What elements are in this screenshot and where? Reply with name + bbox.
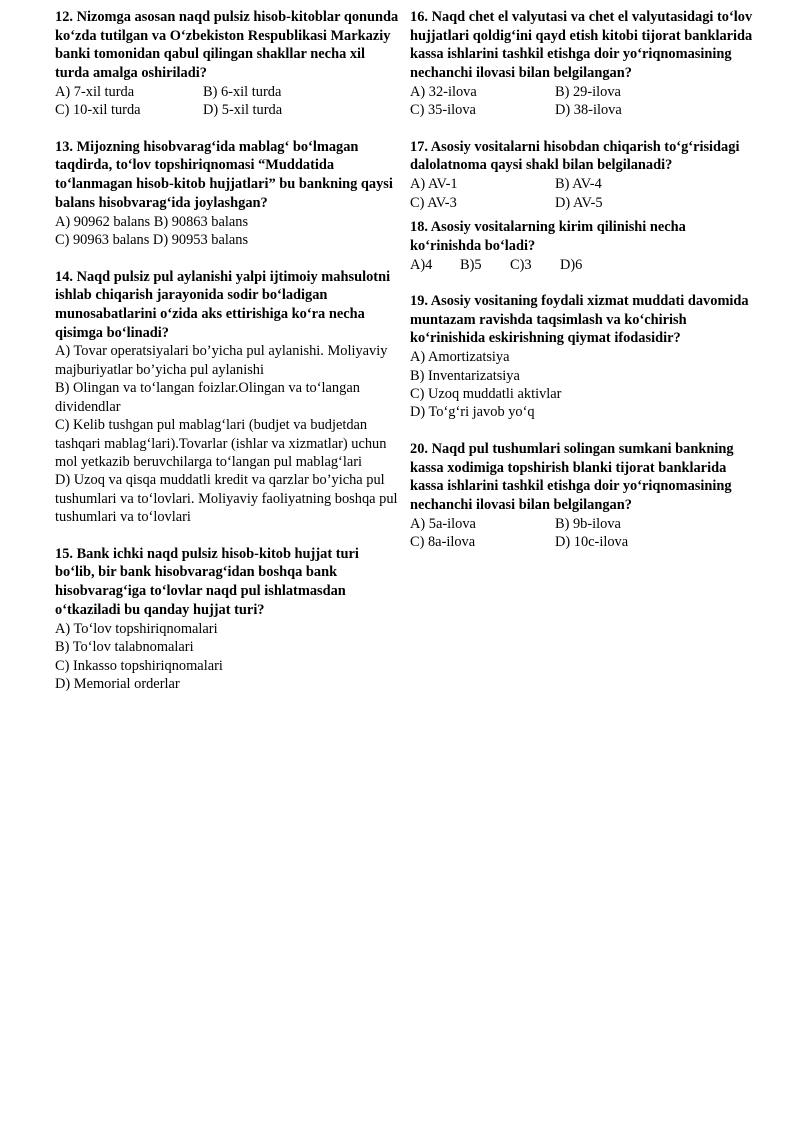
question-block-15	[55, 545, 400, 694]
option-row	[410, 83, 760, 101]
option-row	[410, 194, 760, 212]
question-block-19	[410, 292, 760, 422]
question-block-17	[410, 138, 760, 212]
option-b[interactable]: B) Olingan va to‘langan foizlar.Olingan va to‘langan dividendlar	[55, 380, 364, 415]
question-options-15	[55, 620, 400, 694]
option-line[interactable]: A) 90962 balans B) 90863 balans	[55, 213, 249, 230]
question-options-19	[410, 348, 760, 422]
option-c[interactable]: C) AV-3	[410, 194, 457, 211]
option-a[interactable]: A) AV-1	[410, 176, 458, 193]
question-block-20	[410, 440, 760, 552]
question-block-12	[55, 8, 400, 120]
right-column	[410, 0, 800, 570]
question-options-16	[410, 83, 760, 120]
option-b[interactable]: B) AV-4	[555, 176, 602, 193]
option-a[interactable]: A) Amortizatsiya	[410, 349, 510, 366]
option-c[interactable]: C) Kelib tushgan pul mablag‘lari (budjet va budjetdan tashqari mablag‘lari).Tovarlar (ishlar va xizmatlar) uchun mol yetkazib beruvchilarga to‘langan pul mablag‘lari	[55, 417, 391, 470]
option-b[interactable]: B)5	[460, 256, 482, 273]
question-stem-20: 20. Naqd pul tushumlari solingan sumkani bankning kassa xodimiga topshirish blanki tijorat banklarida kassa ishlarini tashkil etishga doir yo‘riqnomasining nechanchi ilovasi bilan belgilangan?	[410, 440, 734, 513]
option-d[interactable]: D) 10c-ilova	[555, 534, 629, 551]
option-row	[410, 533, 760, 551]
left-column	[0, 0, 410, 711]
option-c[interactable]: C) 10-xil turda	[55, 102, 141, 119]
option-d[interactable]: D)6	[560, 256, 583, 273]
question-block-14	[55, 268, 400, 527]
question-block-18	[410, 218, 760, 274]
option-row	[55, 83, 400, 101]
option-a[interactable]: A) 32-ilova	[410, 83, 477, 100]
option-c[interactable]: C) 35-ilova	[410, 102, 476, 119]
question-stem-15: 15. Bank ichki naqd pulsiz hisob-kitob hujjat turi bo‘lib, bir bank hisobvarag‘idan boshqa bank hisobvarag‘iga to‘lovlar naqd pul ishlatmasdan o‘tkaziladi bu qanday hujjat turi?	[55, 545, 359, 618]
option-d[interactable]: D) AV-5	[555, 194, 603, 211]
question-stem-17: 17. Asosiy vositalarni hisobdan chiqarish to‘g‘risidagi dalolatnoma qaysi shakl bilan belgilanadi?	[410, 138, 740, 174]
option-a[interactable]: A) To‘lov topshiriqnomalari	[55, 620, 218, 637]
option-d[interactable]: D) 5-xil turda	[203, 102, 283, 119]
option-a[interactable]: A) Tovar operatsiyalari bo’yicha pul aylanishi. Moliyaviy majburiyatlar bo’yicha pul aylanishi	[55, 343, 392, 378]
question-stem-18: 18. Asosiy vositalarning kirim qilinishi necha ko‘rinishda bo‘ladi?	[410, 219, 686, 254]
option-c[interactable]: C)3	[510, 256, 532, 273]
option-c[interactable]: C) 8a-ilova	[410, 534, 476, 551]
question-stem-19: 19. Asosiy vositaning foydali xizmat muddati davomida muntazam ravishda taqsimlash va ko‘chirish ko‘rinishida eskirishning qiymat ifodasidir?	[410, 292, 749, 347]
question-options-14	[55, 342, 400, 526]
option-line[interactable]: C) 90963 balans D) 90953 balans	[55, 232, 249, 249]
option-a[interactable]: A)4	[410, 256, 433, 273]
question-options-13	[55, 213, 400, 250]
option-b[interactable]: B) 29-ilova	[555, 83, 621, 100]
question-block-13	[55, 138, 400, 250]
question-options-17	[410, 175, 760, 212]
question-stem-13: 13. Mijozning hisobvarag‘ida mablag‘ bo‘lmagan taqdirda, to‘lov topshiriqnomasi “Muddatida to‘lanmagan hisob-kitob hujjatlari” bu bankning qaysi balans hisobvarag‘ida joylashgan?	[55, 138, 393, 211]
option-row	[410, 515, 760, 533]
option-d[interactable]: D) Uzoq va qisqa muddatli kredit va qarzlar bo’yicha pul tushumlari va to‘lovlari. Moliyaviy faoliyatning boshqa pul tushumlari va to‘lovlari	[55, 472, 402, 526]
option-b[interactable]: B) To‘lov talabnomalari	[55, 639, 194, 656]
option-row	[410, 256, 760, 274]
option-a[interactable]: A) 5a-ilova	[410, 515, 476, 532]
option-row	[410, 101, 760, 119]
question-options-20	[410, 515, 760, 552]
option-a[interactable]: A) 7-xil turda	[55, 83, 135, 100]
option-b[interactable]: B) 6-xil turda	[203, 83, 282, 100]
option-row	[55, 101, 400, 119]
question-block-16	[410, 8, 760, 120]
option-b[interactable]: B) 9b-ilova	[555, 515, 621, 532]
option-b[interactable]: B) Inventarizatsiya	[410, 367, 520, 384]
option-d[interactable]: D) Memorial orderlar	[55, 675, 180, 692]
option-d[interactable]: D) 38-ilova	[555, 102, 622, 119]
question-stem-16: 16. Naqd chet el valyutasi va chet el valyutasidagi to‘lov hujjatlari qoldig‘ini qayd etish kitobi tijorat banklarida kassa ishlarini tashkil etishga doir yo‘riqnomasining nechanchi ilovasi bilan belgilangan?	[410, 9, 753, 82]
question-options-12	[55, 83, 400, 120]
question-stem-14: 14. Naqd pulsiz pul aylanishi yalpi ijtimoiy mahsulotni ishlab chiqarish jarayonida sodir bo‘ladigan munosabatlarini o‘zida aks ettirishiga ko‘ra necha qisimga bo‘linadi?	[55, 268, 391, 341]
question-stem-12: 12. Nizomga asosan naqd pulsiz hisob-kitoblar qonunda ko‘zda tutilgan va O‘zbekiston Respublikasi Markaziy banki tomonidan qabul qilingan shakllar necha xil turda amalga oshiriladi?	[55, 9, 399, 82]
option-c[interactable]: C) Uzoq muddatli aktivlar	[410, 385, 562, 402]
option-d[interactable]: D) To‘g‘ri javob yo‘q	[410, 404, 535, 421]
question-options-18	[410, 256, 760, 274]
option-c[interactable]: C) Inkasso topshiriqnomalari	[55, 657, 223, 674]
option-row	[410, 175, 760, 193]
